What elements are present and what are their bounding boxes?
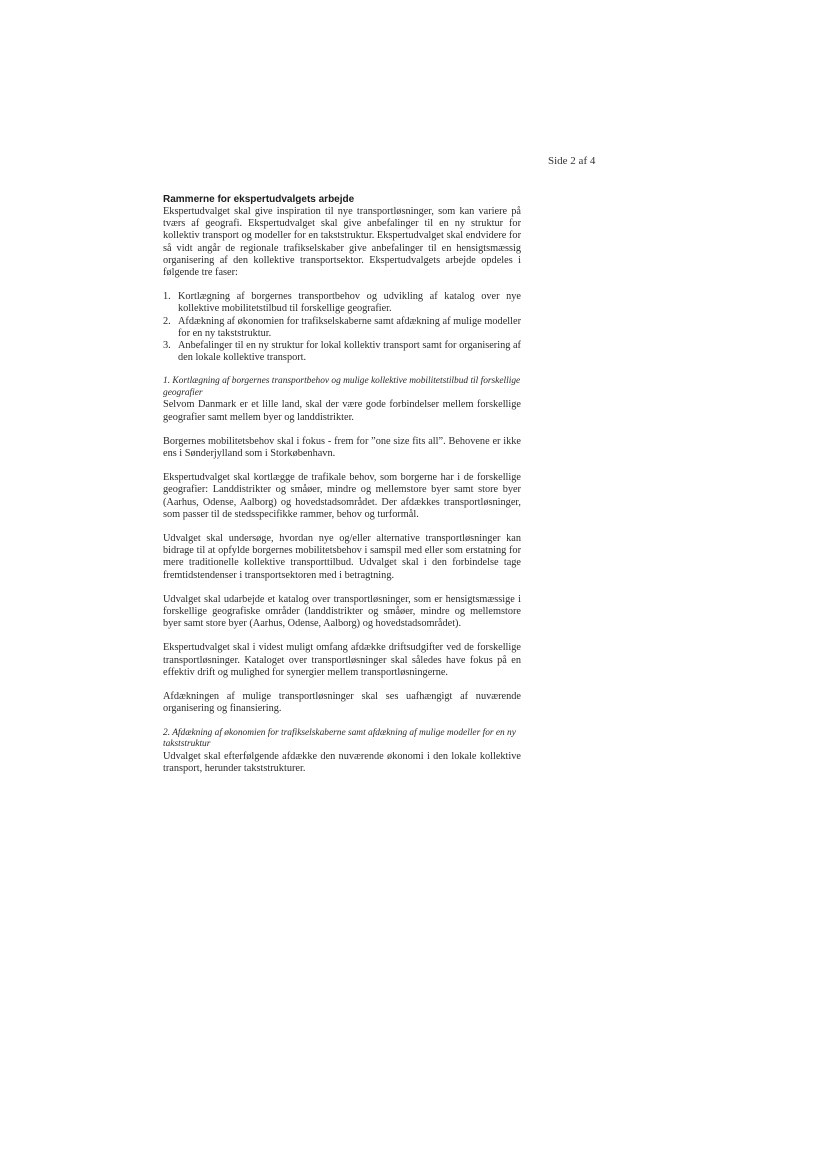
phase-text: Kortlægning af borgernes transportbehov og udvikling af katalog over nye kollektive mobilitetstilbud til forskellige geografier. [178,291,521,315]
section1-paragraph: Afdækningen af mulige transportløsninger skal ses uafhængigt af nuværende organisering og finansiering. [163,691,521,715]
phase-number: 2. [163,315,171,327]
phase-item [163,340,521,364]
section1-paragraph: Selvom Danmark er et lille land, skal der være gode forbindelser mellem forskellige geografier samt mellem byer og landdistrikter. [163,399,521,423]
section2-paragraph: Udvalget skal efterfølgende afdække den nuværende økonomi i den lokale kollektive transport, herunder takststrukturer. [163,750,521,774]
section1-paragraph: Ekspertudvalget skal kortlægge de trafikale behov, som borgerne har i de forskellige geografier: Landdistrikter og småøer, mindre og mellemstore byer samt store byer (Aarhus, Odense, Aalborg) og hovedstadsområdet. Der afdækkes transportløsninger, som passer til de stedsspecifikke rammer, behov og turformål. [163,472,521,520]
section1-paragraph: Udvalget skal udarbejde et katalog over transportløsninger, som er hensigtsmæssige i forskellige geografiske områder (landdistrikter og småøer, mindre og mellemstore byer samt store byer (Aarhus, Odense, Aalborg) og hovedstadsområdet). [163,593,521,630]
document-body [163,194,521,775]
section1-paragraph: Ekspertudvalget skal i videst muligt omfang afdække driftsudgifter ved de forskellige transportløsninger. Kataloget over transportløsninger skal således have fokus på en effektiv drift og mulighed for synergier mellem transportløsningerne. [163,642,521,678]
section2-title: 2. Afdækning af økonomien for trafikselskaberne samt afdækning af mulige modeller for en ny takststruktur [163,727,516,749]
section1-title: 1. Kortlægning af borgernes transportbehov og mulige kollektive mobilitetstilbud til forskellige geografier [163,376,521,398]
section1-paragraph: Borgernes mobilitetsbehov skal i fokus - frem for ”one size fits all”. Behovene er ikke ens i Sønderjylland som i Storkøbenhavn. [163,435,521,460]
section-heading: Rammerne for ekspertudvalgets arbejde [163,194,355,205]
intro-paragraph: Ekspertudvalget skal give inspiration til nye transportløsninger, som kan variere på tværs af geografi. Ekspertudvalget skal give anbefalinger til en ny struktur for kollektiv transport og modeller for en takststruktur. Ekspertudvalget skal endvidere for så vidt angår de regionale trafikselskaber give anbefalinger til en hensigtsmæssig organisering af den kollektive transportsektor. Ekspertudvalgets arbejde opdeles i følgende tre faser: [163,206,521,279]
page-number: Side 2 af 4 [548,155,596,167]
phase-item [163,316,521,340]
phase-text: Anbefalinger til en ny struktur for lokal kollektiv transport samt for organisering af den lokale kollektive transport. [178,340,521,364]
phase-item [163,291,521,315]
phase-number: 1. [163,291,171,303]
phase-number: 3. [163,340,171,352]
phase-text: Afdækning af økonomien for trafikselskaberne samt afdækning af mulige modeller for en ny takststruktur. [178,315,521,339]
phase-list [163,291,521,364]
section1-paragraph: Udvalget skal undersøge, hvordan nye og/eller alternative transportløsninger kan bidrage til at opfylde borgernes mobilitetsbehov i samspil med eller som erstatning for mere traditionelle kollektive transporttilbud. Udvalget skal i den forbindelse tage fremtidstendenser i transportsektoren med i betragtning. [163,533,521,581]
